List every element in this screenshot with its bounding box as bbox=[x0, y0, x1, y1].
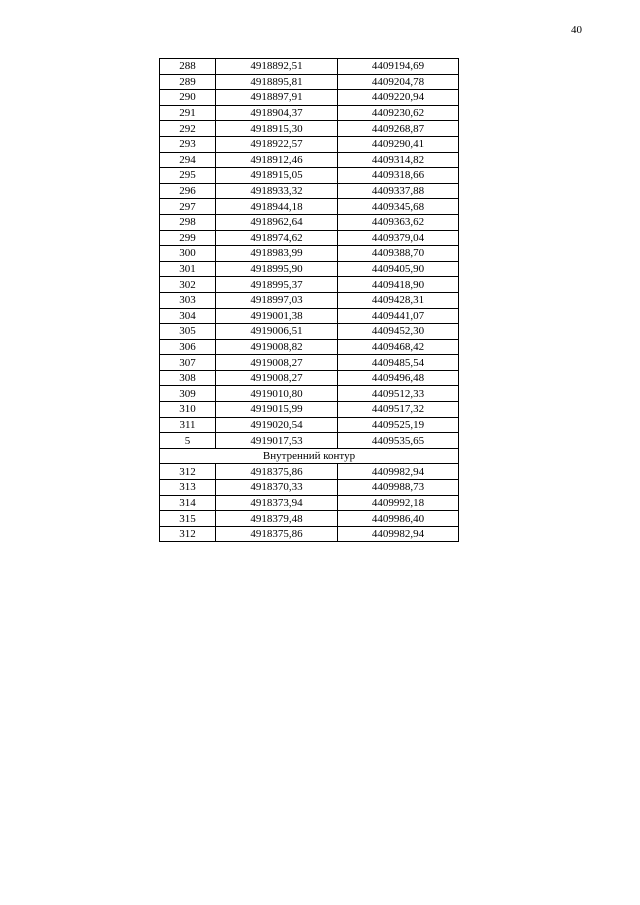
y-coordinate-cell: 4409290,41 bbox=[338, 136, 459, 152]
y-coordinate-cell: 4409428,31 bbox=[338, 292, 459, 308]
y-coordinate-cell: 4409388,70 bbox=[338, 246, 459, 262]
x-coordinate-cell: 4918915,05 bbox=[216, 168, 338, 184]
point-number-cell: 301 bbox=[160, 261, 216, 277]
x-coordinate-cell: 4919015,99 bbox=[216, 402, 338, 418]
point-number-cell: 299 bbox=[160, 230, 216, 246]
y-coordinate-cell: 4409204,78 bbox=[338, 74, 459, 90]
table-row bbox=[160, 136, 459, 152]
x-coordinate-cell: 4919008,82 bbox=[216, 339, 338, 355]
table-row bbox=[160, 324, 459, 340]
y-coordinate-cell: 4409982,94 bbox=[338, 526, 459, 542]
y-coordinate-cell: 4409314,82 bbox=[338, 152, 459, 168]
table-row bbox=[160, 230, 459, 246]
x-coordinate-cell: 4918983,99 bbox=[216, 246, 338, 262]
table-row bbox=[160, 526, 459, 542]
table-row bbox=[160, 495, 459, 511]
x-coordinate-cell: 4918373,94 bbox=[216, 495, 338, 511]
coordinates-table bbox=[159, 58, 459, 542]
table-row bbox=[160, 168, 459, 184]
section-heading: Внутренний контур bbox=[160, 448, 459, 464]
y-coordinate-cell: 4409418,90 bbox=[338, 277, 459, 293]
x-coordinate-cell: 4918375,86 bbox=[216, 526, 338, 542]
point-number-cell: 292 bbox=[160, 121, 216, 137]
point-number-cell: 295 bbox=[160, 168, 216, 184]
point-number-cell: 290 bbox=[160, 90, 216, 106]
x-coordinate-cell: 4918962,64 bbox=[216, 214, 338, 230]
table-row bbox=[160, 105, 459, 121]
y-coordinate-cell: 4409441,07 bbox=[338, 308, 459, 324]
y-coordinate-cell: 4409496,48 bbox=[338, 370, 459, 386]
x-coordinate-cell: 4918974,62 bbox=[216, 230, 338, 246]
x-coordinate-cell: 4918995,90 bbox=[216, 261, 338, 277]
table-row bbox=[160, 214, 459, 230]
y-coordinate-cell: 4409535,65 bbox=[338, 433, 459, 449]
y-coordinate-cell: 4409379,04 bbox=[338, 230, 459, 246]
x-coordinate-cell: 4918892,51 bbox=[216, 59, 338, 75]
y-coordinate-cell: 4409468,42 bbox=[338, 339, 459, 355]
point-number-cell: 302 bbox=[160, 277, 216, 293]
x-coordinate-cell: 4919001,38 bbox=[216, 308, 338, 324]
table-row bbox=[160, 59, 459, 75]
x-coordinate-cell: 4918370,33 bbox=[216, 480, 338, 496]
table-row bbox=[160, 402, 459, 418]
table-row bbox=[160, 261, 459, 277]
point-number-cell: 289 bbox=[160, 74, 216, 90]
y-coordinate-cell: 4409230,62 bbox=[338, 105, 459, 121]
point-number-cell: 293 bbox=[160, 136, 216, 152]
x-coordinate-cell: 4918895,81 bbox=[216, 74, 338, 90]
table-row bbox=[160, 464, 459, 480]
point-number-cell: 312 bbox=[160, 526, 216, 542]
x-coordinate-cell: 4918904,37 bbox=[216, 105, 338, 121]
y-coordinate-cell: 4409992,18 bbox=[338, 495, 459, 511]
table-row bbox=[160, 152, 459, 168]
y-coordinate-cell: 4409982,94 bbox=[338, 464, 459, 480]
point-number-cell: 315 bbox=[160, 511, 216, 527]
y-coordinate-cell: 4409988,73 bbox=[338, 480, 459, 496]
table-row bbox=[160, 386, 459, 402]
x-coordinate-cell: 4918897,91 bbox=[216, 90, 338, 106]
point-number-cell: 311 bbox=[160, 417, 216, 433]
point-number-cell: 304 bbox=[160, 308, 216, 324]
coordinates-table-main-body bbox=[160, 59, 459, 449]
point-number-cell: 309 bbox=[160, 386, 216, 402]
y-coordinate-cell: 4409405,90 bbox=[338, 261, 459, 277]
y-coordinate-cell: 4409268,87 bbox=[338, 121, 459, 137]
y-coordinate-cell: 4409986,40 bbox=[338, 511, 459, 527]
y-coordinate-cell: 4409452,30 bbox=[338, 324, 459, 340]
point-number-cell: 306 bbox=[160, 339, 216, 355]
section-heading-row bbox=[160, 448, 459, 464]
y-coordinate-cell: 4409517,32 bbox=[338, 402, 459, 418]
table-row bbox=[160, 246, 459, 262]
x-coordinate-cell: 4918997,03 bbox=[216, 292, 338, 308]
table-row bbox=[160, 74, 459, 90]
point-number-cell: 313 bbox=[160, 480, 216, 496]
x-coordinate-cell: 4919008,27 bbox=[216, 355, 338, 371]
table-row bbox=[160, 339, 459, 355]
point-number-cell: 291 bbox=[160, 105, 216, 121]
point-number-cell: 314 bbox=[160, 495, 216, 511]
y-coordinate-cell: 4409363,62 bbox=[338, 214, 459, 230]
point-number-cell: 296 bbox=[160, 183, 216, 199]
x-coordinate-cell: 4918379,48 bbox=[216, 511, 338, 527]
point-number-cell: 288 bbox=[160, 59, 216, 75]
table-row bbox=[160, 121, 459, 137]
table-row bbox=[160, 511, 459, 527]
y-coordinate-cell: 4409485,54 bbox=[338, 355, 459, 371]
table-row bbox=[160, 308, 459, 324]
x-coordinate-cell: 4919008,27 bbox=[216, 370, 338, 386]
x-coordinate-cell: 4919010,80 bbox=[216, 386, 338, 402]
coordinates-table-inner-body bbox=[160, 464, 459, 542]
x-coordinate-cell: 4918995,37 bbox=[216, 277, 338, 293]
point-number-cell: 307 bbox=[160, 355, 216, 371]
table-row bbox=[160, 199, 459, 215]
x-coordinate-cell: 4918922,57 bbox=[216, 136, 338, 152]
table-row bbox=[160, 480, 459, 496]
page-number: 40 bbox=[571, 24, 582, 36]
point-number-cell: 308 bbox=[160, 370, 216, 386]
y-coordinate-cell: 4409194,69 bbox=[338, 59, 459, 75]
x-coordinate-cell: 4919006,51 bbox=[216, 324, 338, 340]
table-row bbox=[160, 90, 459, 106]
point-number-cell: 297 bbox=[160, 199, 216, 215]
table-row bbox=[160, 417, 459, 433]
x-coordinate-cell: 4919017,53 bbox=[216, 433, 338, 449]
table-row bbox=[160, 370, 459, 386]
point-number-cell: 310 bbox=[160, 402, 216, 418]
x-coordinate-cell: 4918933,32 bbox=[216, 183, 338, 199]
point-number-cell: 305 bbox=[160, 324, 216, 340]
table-row bbox=[160, 277, 459, 293]
x-coordinate-cell: 4918915,30 bbox=[216, 121, 338, 137]
y-coordinate-cell: 4409318,66 bbox=[338, 168, 459, 184]
point-number-cell: 300 bbox=[160, 246, 216, 262]
table-row bbox=[160, 355, 459, 371]
y-coordinate-cell: 4409220,94 bbox=[338, 90, 459, 106]
x-coordinate-cell: 4918944,18 bbox=[216, 199, 338, 215]
y-coordinate-cell: 4409512,33 bbox=[338, 386, 459, 402]
x-coordinate-cell: 4918912,46 bbox=[216, 152, 338, 168]
coordinates-table-section-body bbox=[160, 448, 459, 464]
point-number-cell: 312 bbox=[160, 464, 216, 480]
point-number-cell: 294 bbox=[160, 152, 216, 168]
point-number-cell: 5 bbox=[160, 433, 216, 449]
y-coordinate-cell: 4409337,88 bbox=[338, 183, 459, 199]
y-coordinate-cell: 4409345,68 bbox=[338, 199, 459, 215]
point-number-cell: 303 bbox=[160, 292, 216, 308]
table-row bbox=[160, 433, 459, 449]
point-number-cell: 298 bbox=[160, 214, 216, 230]
x-coordinate-cell: 4919020,54 bbox=[216, 417, 338, 433]
y-coordinate-cell: 4409525,19 bbox=[338, 417, 459, 433]
table-row bbox=[160, 183, 459, 199]
x-coordinate-cell: 4918375,86 bbox=[216, 464, 338, 480]
table-row bbox=[160, 292, 459, 308]
